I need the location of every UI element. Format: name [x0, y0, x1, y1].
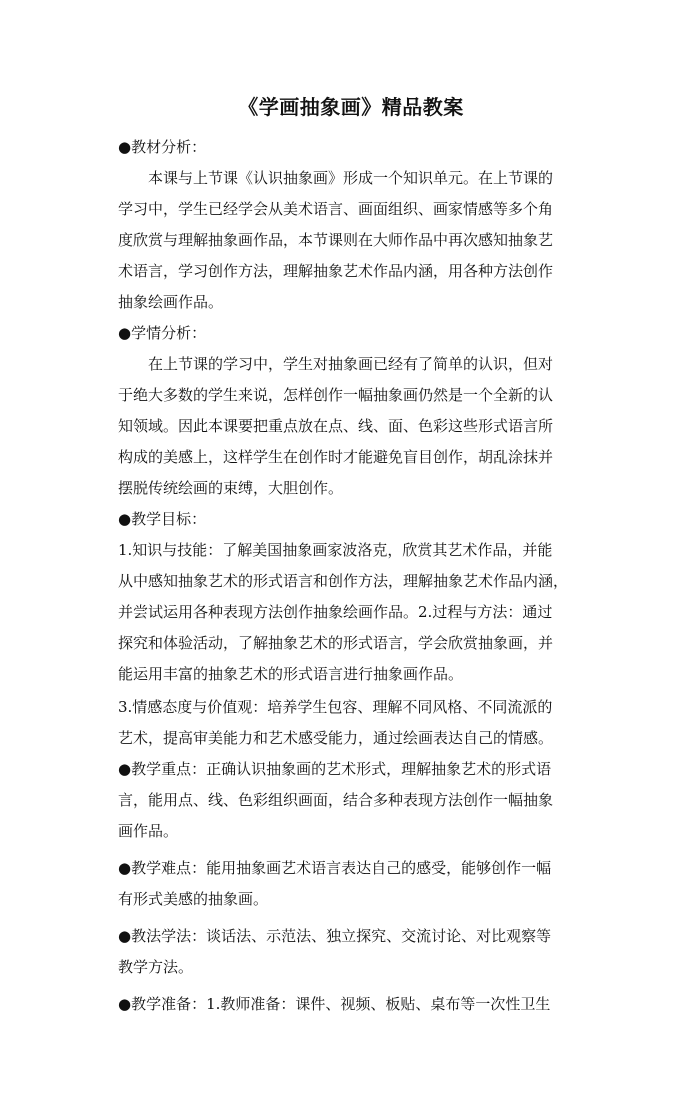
- teaching-methods-line: ●教法学法：谈话法、示范法、独立探究、交流讨论、对比观察等: [118, 927, 552, 945]
- paragraph-line: 度欣赏与理解抽象画作品，本节课则在大师作品中再次感知抽象艺: [118, 231, 554, 249]
- paragraph-line: 本课与上节课《认识抽象画》形成一个知识单元。在上节课的: [148, 169, 554, 187]
- paragraph-line: 构成的美感上，这样学生在创作时才能避免盲目创作，胡乱涂抹并: [118, 448, 554, 466]
- paragraph-line: 术语言，学习创作方法，理解抽象艺术作品内涵，用各种方法创作: [118, 262, 554, 280]
- teaching-focus-line: ●教学重点：正确认识抽象画的艺术形式，理解抽象艺术的形式语: [118, 760, 552, 778]
- paragraph-line: 3.情感态度与价值观：培养学生包容、理解不同风格、不同流派的: [118, 698, 553, 716]
- document-page: [118, 92, 584, 1020]
- paragraph-line: 学习中，学生已经学会从美术语言、画面组织、画家情感等多个角: [118, 200, 554, 218]
- paragraph-line: 摆脱传统绘画的束缚，大胆创作。: [118, 479, 344, 497]
- teaching-difficulty-line: ●教学难点：能用抽象画艺术语言表达自己的感受，能够创作一幅: [118, 859, 552, 877]
- paragraph-line: 言，能用点、线、色彩组织画面，结合多种表现方法创作一幅抽象: [118, 791, 554, 809]
- section-heading-student-analysis: ●学情分析：: [118, 324, 207, 342]
- section-heading-teaching-objectives: ●教学目标：: [118, 510, 207, 528]
- paragraph-line: 能运用丰富的抽象艺术的形式语言进行抽象画作品。: [118, 665, 464, 683]
- paragraph-line: 画作品。: [118, 822, 179, 840]
- paragraph-line: 并尝试运用各种表现方法创作抽象绘画作品。2.过程与方法：通过: [118, 603, 553, 621]
- teaching-preparation-line: ●教学准备：1.教师准备：课件、视频、板贴、桌布等一次性卫生: [118, 995, 551, 1013]
- paragraph-line: 于绝大多数的学生来说，怎样创作一幅抽象画仍然是一个全新的认: [118, 386, 554, 404]
- paragraph-line: 艺术，提高审美能力和艺术感受能力，通过绘画表达自己的情感。: [118, 729, 554, 747]
- paragraph-line: 教学方法。: [118, 958, 194, 976]
- paragraph-line: 抽象绘画作品。: [118, 293, 224, 311]
- document-title: 《学画抽象画》精品教案: [238, 95, 464, 119]
- paragraph-line: 从中感知抽象艺术的形式语言和创作方法，理解抽象艺术作品内涵，: [118, 572, 569, 590]
- paragraph-line: 探究和体验活动，了解抽象艺术的形式语言，学会欣赏抽象画，并: [118, 634, 554, 652]
- section-heading-textbook-analysis: ●教材分析：: [118, 138, 207, 156]
- paragraph-line: 在上节课的学习中，学生对抽象画已经有了简单的认识，但对: [148, 355, 554, 373]
- paragraph-line: 知领域。因此本课要把重点放在点、线、面、色彩这些形式语言所: [118, 417, 554, 435]
- paragraph-line: 1.知识与技能：了解美国抽象画家波洛克，欣赏其艺术作品，并能: [118, 541, 553, 559]
- paragraph-line: 有形式美感的抽象画。: [118, 890, 269, 908]
